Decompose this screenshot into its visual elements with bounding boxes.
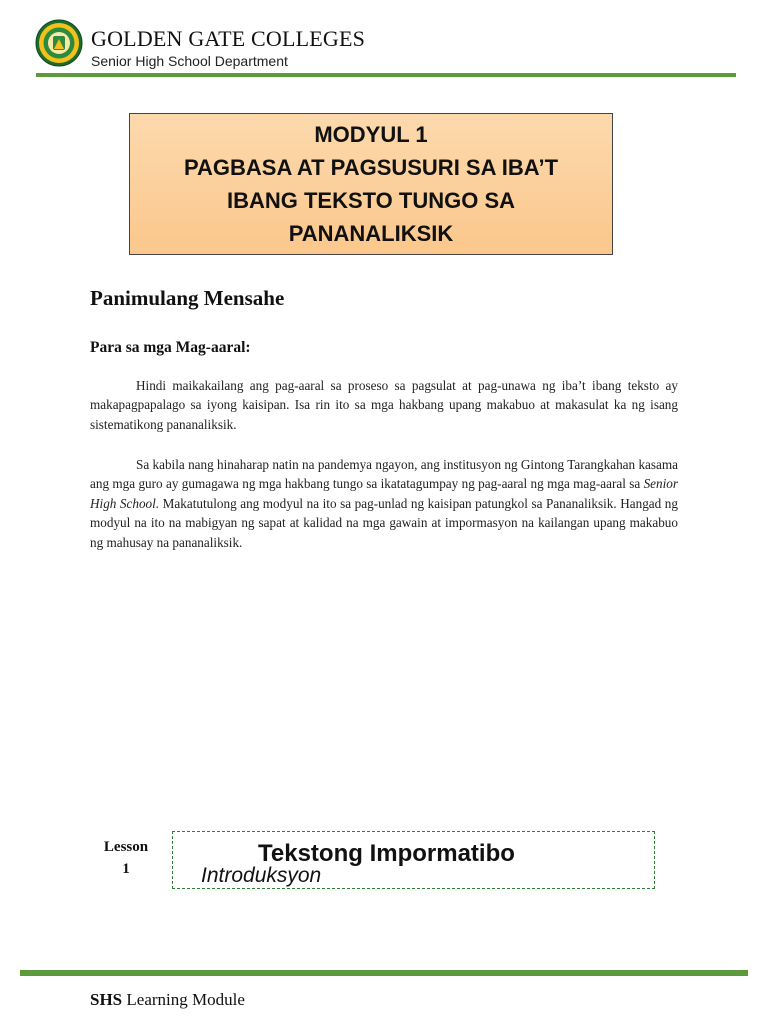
module-title-line-3: PANANALIKSIK	[288, 221, 454, 246]
paragraph-1-text: Hindi maikakailang ang pag-aaral sa proseso sa pagsulat at pag-unawa ng iba’t ibang teksto ay makapagpapalago sa iyong kaisipan. Isa rin ito sa mga hakbang upang makabuo at makasulat ka ng isang sistematikong pananaliksik.	[90, 378, 678, 432]
lesson-label	[96, 836, 156, 880]
footer-label	[90, 990, 245, 1010]
footer-rest: Learning Module	[122, 990, 245, 1009]
paragraph-2	[90, 455, 678, 552]
module-number: MODYUL 1	[314, 122, 428, 147]
school-seal-icon	[35, 19, 83, 67]
footer-divider	[20, 970, 748, 976]
subsection-title: Para sa mga Mag-aaral:	[90, 339, 251, 356]
paragraph-2-emphasis: Senior High School.	[90, 476, 678, 511]
module-title-line-1: PAGBASA AT PAGSUSURI SA IBA’T	[183, 155, 559, 180]
module-title-line-2: IBANG TEKSTO TUNGO SA	[226, 188, 516, 213]
module-title-box	[129, 113, 613, 255]
header-divider	[36, 73, 736, 77]
lesson-word: Lesson	[103, 839, 149, 855]
lesson-title: Tekstong Impormatibo	[258, 840, 515, 867]
paragraph-2-text-a: Sa kabila nang hinaharap natin na pandemya ngayon, ang institusyon ng Gintong Tarangkahan kasama ang mga guro ay gumagawa ng mga hakbang tungo sa ikatatagumpay ng pag-aaral ng mga mag-aaral sa	[90, 457, 678, 492]
school-name: GOLDEN GATE COLLEGES	[91, 26, 366, 51]
footer-bold: SHS	[90, 990, 123, 1009]
lesson-subtitle: Introduksyon	[201, 864, 322, 887]
section-title: Panimulang Mensahe	[90, 286, 285, 310]
lesson-number: 1	[122, 861, 130, 877]
paragraph-2-text-b: Makatutulong ang modyul na ito sa pag-unlad ng kaisipan patungkol sa Pananaliksik. Hangad ng modyul na ito na mabigyan ng sapat at kalidad na mga gawain at impormasyon na kailangan upang makabuo ng mahusay na pananaliksik.	[90, 495, 678, 550]
department-name: Senior High School Department	[91, 53, 288, 69]
paragraph-1	[90, 376, 678, 434]
